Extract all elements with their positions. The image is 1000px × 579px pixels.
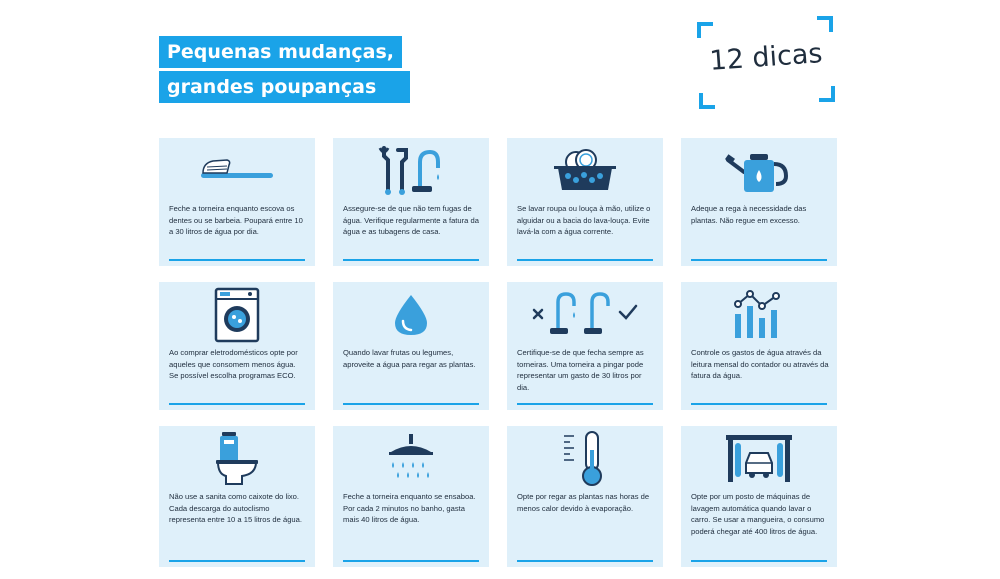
tip-text: Opte por regar as plantas nas horas de menos calor devido à evaporação. (517, 492, 650, 513)
frame-corner (819, 86, 835, 102)
thermometer-icon (507, 430, 663, 488)
card-divider (169, 403, 305, 405)
tip-text: Se lavar roupa ou louça à mão, utilize o alguidar ou a bacia do lava-louça. Evite lavá-la com a água corrente. (517, 204, 651, 237)
tip-card (159, 426, 315, 567)
card-divider (343, 560, 479, 562)
frame-corner (817, 16, 833, 32)
tip-card (159, 282, 315, 410)
tip-text: Certifique-se de que fecha sempre as torneiras. Uma torneira a pingar pode representar um gasto de 30 litros por dia. (517, 348, 644, 392)
card-divider (169, 560, 305, 562)
shower-icon (333, 430, 489, 488)
tip-text: Quando lavar frutas ou legumes, aproveite a água para regar as plantas. (343, 348, 476, 369)
card-divider (517, 403, 653, 405)
faucet-check-icon (507, 286, 663, 344)
card-divider (169, 259, 305, 261)
title-line-1: Pequenas mudanças, (159, 36, 402, 68)
tip-card (159, 138, 315, 266)
tools-faucet-icon (333, 142, 489, 200)
car-wash-icon (681, 430, 837, 488)
chart-icon (681, 286, 837, 344)
card-divider (691, 560, 827, 562)
frame-corner (699, 93, 715, 109)
card-divider (343, 403, 479, 405)
tip-card (681, 426, 837, 567)
watering-can-icon (681, 142, 837, 200)
tip-card (681, 138, 837, 266)
tip-card (333, 138, 489, 266)
page-title (159, 36, 410, 103)
tips-grid (159, 138, 837, 567)
toilet-icon (159, 430, 315, 488)
tip-card (507, 426, 663, 567)
tip-card (333, 282, 489, 410)
card-divider (691, 259, 827, 261)
tip-card (333, 426, 489, 567)
tip-text: Adeque a rega à necessidade das plantas. Não regue em excesso. (691, 204, 807, 225)
card-divider (343, 259, 479, 261)
tip-text: Não use a sanita como caixote do lixo. Cada descarga do autoclismo representa entre 10 a 15 litros de água. (169, 492, 302, 525)
washing-machine-icon (159, 286, 315, 344)
tips-count-badge (697, 16, 835, 108)
title-line-2: grandes poupanças (159, 71, 410, 103)
toothbrush-icon (159, 142, 315, 200)
water-drop-icon (333, 286, 489, 344)
tip-card (507, 282, 663, 410)
tip-text: Controle os gastos de água através da leitura mensal do contador ou através da fatura da água. (691, 348, 829, 381)
card-divider (691, 403, 827, 405)
tip-card (681, 282, 837, 410)
badge-text: 12 dicas (708, 38, 824, 77)
tip-text: Opte por um posto de máquinas de lavagem automática quando lavar o carro. Se usar a mangueira, o consumo poderá chegar até 400 litros de água. (691, 492, 825, 536)
tip-text: Feche a torneira enquanto se ensaboa. Por cada 2 minutos no banho, gasta mais 40 litros de água. (343, 492, 476, 525)
tip-card (507, 138, 663, 266)
tip-text: Assegure-se de que não tem fugas de água. Verifique regularmente a fatura da água e as tubagens de casa. (343, 204, 479, 237)
tip-text: Feche a torneira enquanto escova os dentes ou se barbeia. Poupará entre 10 a 30 litros de água por dia. (169, 204, 303, 237)
frame-corner (697, 22, 713, 38)
card-divider (517, 259, 653, 261)
card-divider (517, 560, 653, 562)
washing-basin-icon (507, 142, 663, 200)
tip-text: Ao comprar eletrodomésticos opte por aqueles que consomem menos água. Se possível escolha programas ECO. (169, 348, 298, 381)
